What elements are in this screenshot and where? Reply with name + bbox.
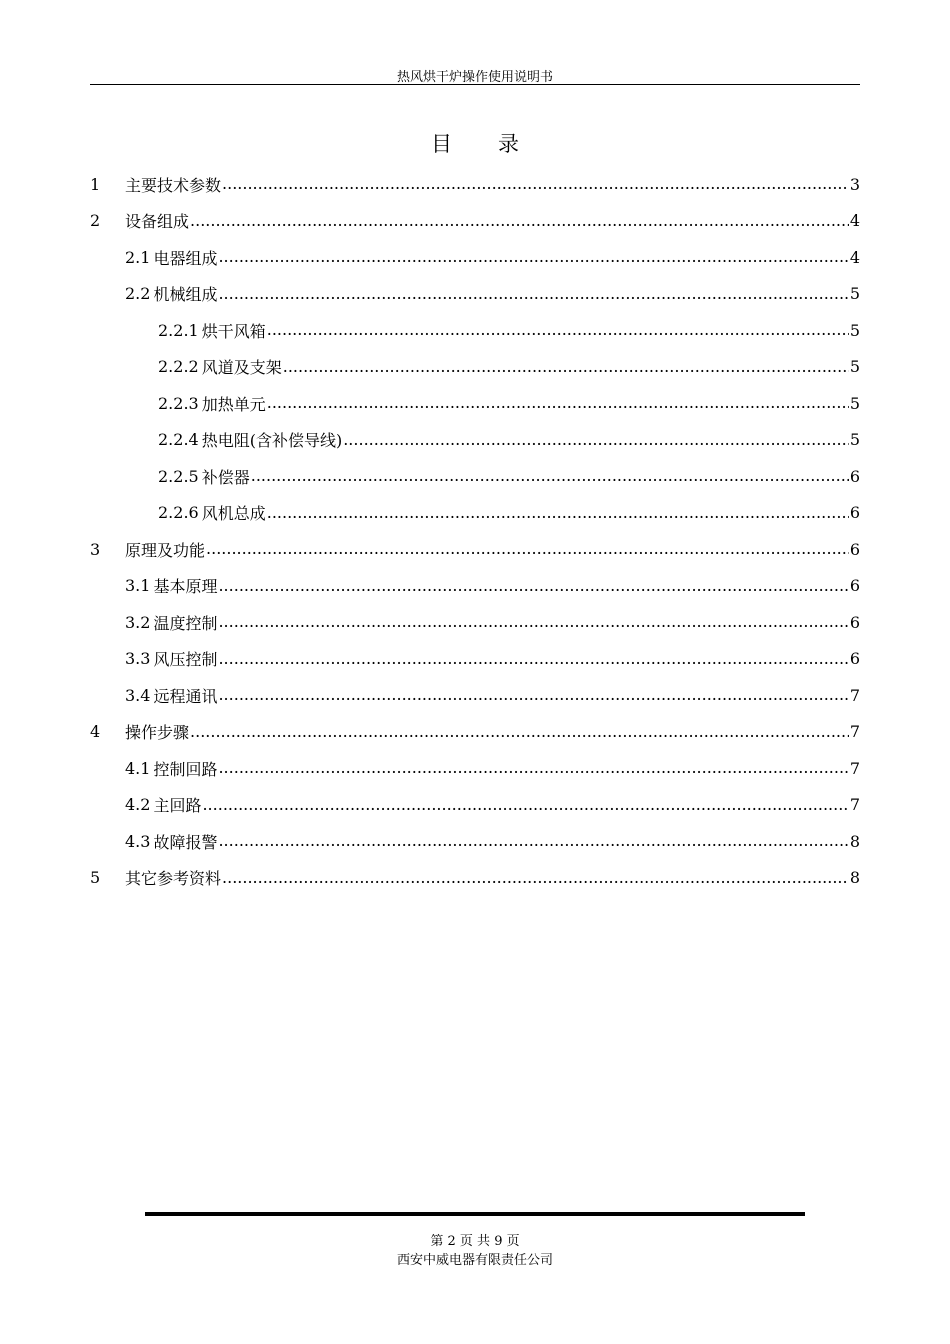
toc-entry-label: 主回路 <box>153 796 202 816</box>
toc-entry[interactable] <box>90 166 860 203</box>
toc-leader-dots <box>218 577 848 595</box>
toc-leader-dots <box>190 723 849 741</box>
toc-entry-label: 设备组成 <box>125 212 190 232</box>
toc-entry-page: 7 <box>849 758 860 778</box>
toc-leader-dots <box>218 613 848 631</box>
toc-entry-page: 6 <box>849 503 860 523</box>
toc-entry-number: 4.3 <box>125 831 151 851</box>
toc-entry-label: 操作步骤 <box>125 723 190 743</box>
toc-leader-dots <box>222 869 849 887</box>
toc-entry-label: 控制回路 <box>153 759 218 779</box>
toc-entry[interactable] <box>90 495 860 532</box>
toc-entry-number: 5 <box>90 868 101 888</box>
toc-leader-dots <box>206 540 849 558</box>
toc-entry-label: 远程通讯 <box>153 686 218 706</box>
toc-leader-dots <box>218 248 848 266</box>
toc-entry-number: 4 <box>90 722 101 742</box>
toc-entry-label: 热电阻(含补偿导线) <box>201 431 343 451</box>
toc-entry[interactable] <box>90 239 860 276</box>
toc-entry-label: 电器组成 <box>153 248 218 268</box>
toc-entry-page: 7 <box>849 722 860 742</box>
toc-entry-number: 2.2.3 <box>158 393 199 413</box>
toc-entry-number: 2.2.2 <box>158 357 199 377</box>
toc-entry[interactable] <box>90 604 860 641</box>
toc-entry-page: 4 <box>849 247 860 267</box>
footer-page-info: 第 2 页 共 9 页 <box>430 1234 520 1249</box>
toc-entry-number: 4.2 <box>125 795 151 815</box>
toc-leader-dots <box>218 686 848 704</box>
toc-entry-page: 5 <box>849 357 860 377</box>
toc-entry-label: 其它参考资料 <box>125 869 222 889</box>
toc-entry[interactable] <box>90 860 860 897</box>
toc-entry[interactable] <box>90 276 860 313</box>
toc-entry[interactable] <box>90 677 860 714</box>
toc-entry[interactable] <box>90 714 860 751</box>
toc-entry-label: 风压控制 <box>153 650 218 670</box>
toc-title: 目录 <box>431 132 565 156</box>
toc-entry-label: 补偿器 <box>201 467 250 487</box>
toc-entry-number: 2.2.1 <box>158 320 199 340</box>
toc-entry[interactable] <box>90 568 860 605</box>
toc-entry[interactable] <box>90 787 860 824</box>
toc-entry[interactable] <box>90 823 860 860</box>
toc-leader-dots <box>218 759 848 777</box>
toc-entry-number: 4.1 <box>125 758 151 778</box>
toc-entry[interactable] <box>90 531 860 568</box>
toc-entry-label: 温度控制 <box>153 613 218 633</box>
toc-entry-page: 4 <box>849 211 860 231</box>
table-of-contents <box>90 166 860 896</box>
toc-entry-page: 5 <box>849 430 860 450</box>
toc-entry[interactable] <box>90 312 860 349</box>
toc-entry-page: 7 <box>849 685 860 705</box>
toc-leader-dots <box>267 321 849 339</box>
toc-entry[interactable] <box>90 422 860 459</box>
footer-divider <box>145 1212 805 1216</box>
toc-entry-page: 6 <box>849 576 860 596</box>
toc-entry-page: 5 <box>849 393 860 413</box>
toc-entry-label: 原理及功能 <box>125 540 206 560</box>
toc-entry-number: 2.1 <box>125 247 151 267</box>
toc-leader-dots <box>218 285 848 303</box>
toc-entry-page: 3 <box>849 174 860 194</box>
toc-entry[interactable] <box>90 349 860 386</box>
toc-entry[interactable] <box>90 203 860 240</box>
toc-entry-label: 风机总成 <box>201 504 266 524</box>
header-divider <box>90 84 860 85</box>
toc-entry-label: 风道及支架 <box>201 358 282 378</box>
toc-entry-number: 1 <box>90 174 101 194</box>
toc-entry-page: 6 <box>849 539 860 559</box>
toc-entry-number: 3.1 <box>125 576 151 596</box>
toc-leader-dots <box>218 832 848 850</box>
toc-entry-number: 3.3 <box>125 649 151 669</box>
toc-entry[interactable] <box>90 750 860 787</box>
toc-entry-label: 加热单元 <box>201 394 266 414</box>
toc-entry-page: 5 <box>849 284 860 304</box>
toc-entry-page: 8 <box>849 868 860 888</box>
toc-entry[interactable] <box>90 458 860 495</box>
toc-leader-dots <box>218 650 848 668</box>
toc-leader-dots <box>267 504 849 522</box>
toc-entry-page: 6 <box>849 466 860 486</box>
toc-entry-number: 3.4 <box>125 685 151 705</box>
toc-entry-page: 7 <box>849 795 860 815</box>
toc-entry-label: 机械组成 <box>153 285 218 305</box>
document-header-title: 热风烘干炉操作使用说明书 <box>396 70 553 85</box>
toc-leader-dots <box>202 796 848 814</box>
toc-entry-page: 5 <box>849 320 860 340</box>
toc-entry-number: 2.2.5 <box>158 466 199 486</box>
toc-leader-dots <box>283 358 849 376</box>
toc-leader-dots <box>343 431 849 449</box>
toc-entry-page: 8 <box>849 831 860 851</box>
toc-entry-number: 2.2 <box>125 284 151 304</box>
toc-entry-number: 2.2.6 <box>158 503 199 523</box>
toc-entry-number: 3.2 <box>125 612 151 632</box>
toc-entry-page: 6 <box>849 649 860 669</box>
toc-leader-dots <box>251 467 849 485</box>
toc-entry-number: 3 <box>90 539 101 559</box>
toc-entry-label: 基本原理 <box>153 577 218 597</box>
toc-leader-dots <box>190 212 849 230</box>
toc-entry-page: 6 <box>849 612 860 632</box>
toc-entry-number: 2.2.4 <box>158 430 199 450</box>
footer-company-name: 西安中威电器有限责任公司 <box>396 1253 553 1268</box>
toc-entry[interactable] <box>90 641 860 678</box>
toc-entry-number: 2 <box>90 211 101 231</box>
toc-entry-label: 主要技术参数 <box>125 175 222 195</box>
toc-leader-dots <box>267 394 849 412</box>
toc-entry-label: 烘干风箱 <box>201 321 266 341</box>
toc-entry-label: 故障报警 <box>153 832 218 852</box>
toc-leader-dots <box>222 175 849 193</box>
toc-entry[interactable] <box>90 385 860 422</box>
